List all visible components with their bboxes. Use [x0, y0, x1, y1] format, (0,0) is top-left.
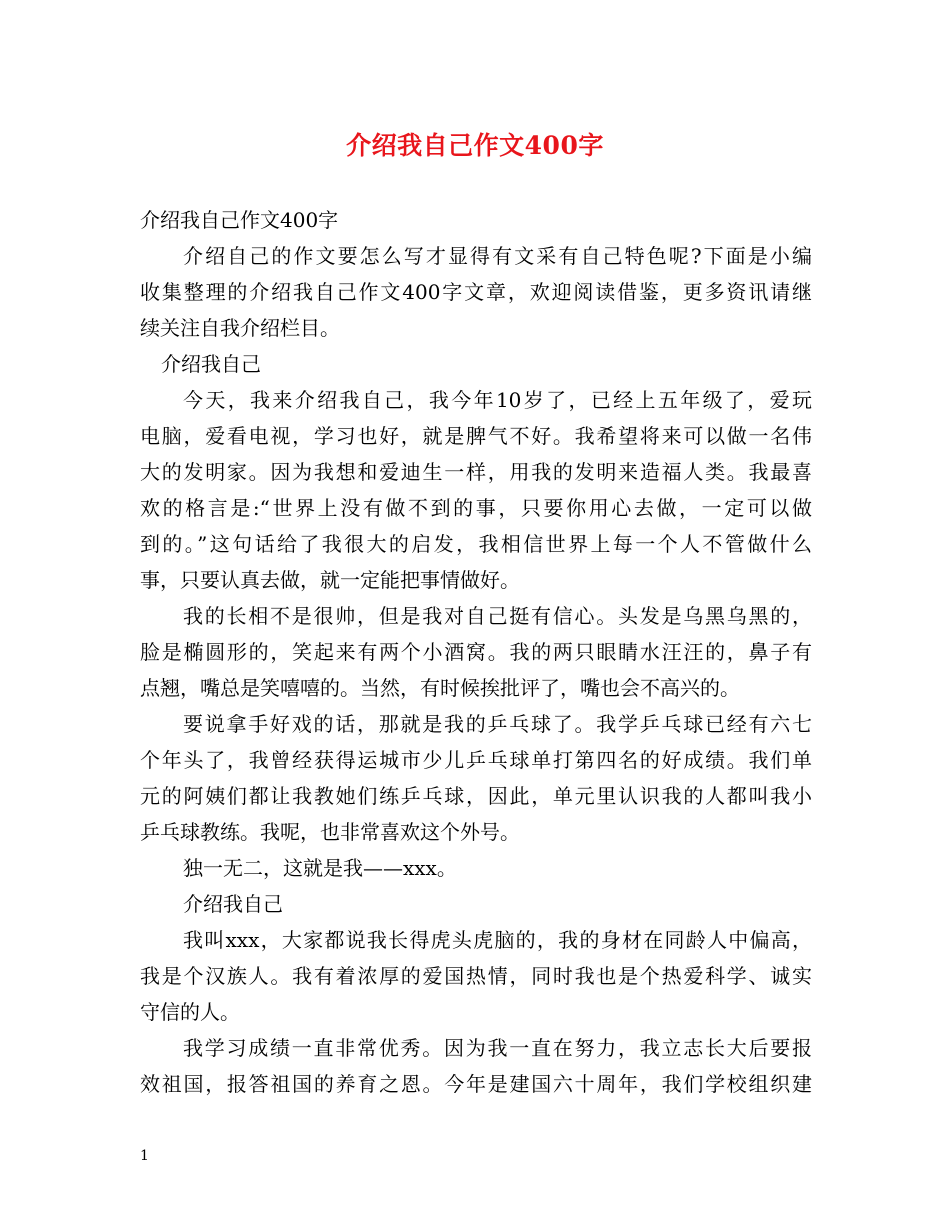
body-line-heading: 介绍我自己作文400字	[140, 208, 339, 232]
body-line: 大的发明家。因为我想和爱迪生一样，用我的发明来造福人类。我最喜	[140, 460, 812, 484]
body-line: 今天，我来介绍我自己，我今年10岁了，已经上五年级了，爱玩	[183, 388, 812, 412]
body-line: 欢的格言是:“世界上没有做不到的事，只要你用心去做，一定可以做	[140, 496, 812, 520]
body-line: 介绍自己的作文要怎么写才显得有文采有自己特色呢?下面是小编	[183, 244, 812, 268]
body-line: 点翘，嘴总是笑嘻嘻的。当然，有时候挨批评了，嘴也会不高兴的。	[140, 676, 740, 700]
body-line: 脸是椭圆形的，笑起来有两个小酒窝。我的两只眼睛水汪汪的，鼻子有	[140, 640, 812, 664]
body-line: 我的长相不是很帅，但是我对自己挺有信心。头发是乌黑乌黑的，	[183, 604, 812, 628]
body-line: 个年头了，我曾经获得运城市少儿乒乓球单打第四名的好成绩。我们单	[140, 748, 812, 772]
body-line: 我学习成绩一直非常优秀。因为我一直在努力，我立志长大后要报	[183, 1036, 812, 1060]
body-line: 我是个汉族人。我有着浓厚的爱国热情，同时我也是个热爱科学、诚实	[140, 964, 812, 988]
body-line: 要说拿手好戏的话，那就是我的乒乓球了。我学乒乓球已经有六七	[183, 712, 812, 736]
document-body	[140, 202, 812, 1102]
body-line: 独一无二，这就是我——xxx。	[183, 856, 457, 880]
body-line: 收集整理的介绍我自己作文400字文章，欢迎阅读借鉴，更多资讯请继	[140, 280, 812, 304]
body-line: 守信的人。	[140, 1000, 240, 1024]
document-title: 介绍我自己作文400字	[346, 131, 604, 160]
section-heading: 介绍我自己	[183, 892, 283, 916]
body-line: 电脑，爱看电视，学习也好，就是脾气不好。我希望将来可以做一名伟	[140, 424, 812, 448]
body-line: 续关注自我介绍栏目。	[140, 316, 340, 340]
body-line: 事，只要认真去做，就一定能把事情做好。	[140, 568, 520, 592]
body-line: 效祖国，报答祖国的养育之恩。今年是建国六十周年，我们学校组织建	[140, 1072, 812, 1096]
body-line: 我叫xxx，大家都说我长得虎头虎脑的，我的身材在同龄人中偏高，	[183, 928, 812, 952]
section-heading: 介绍我自己	[161, 352, 261, 376]
page-number: 1	[140, 1148, 149, 1164]
body-line: 元的阿姨们都让我教她们练乒乓球，因此，单元里认识我的人都叫我小	[140, 784, 812, 808]
body-line: 乒乓球教练。我呢，也非常喜欢这个外号。	[140, 820, 520, 844]
body-line: 到的。”这句话给了我很大的启发，我相信世界上每一个人不管做什么	[140, 532, 812, 556]
